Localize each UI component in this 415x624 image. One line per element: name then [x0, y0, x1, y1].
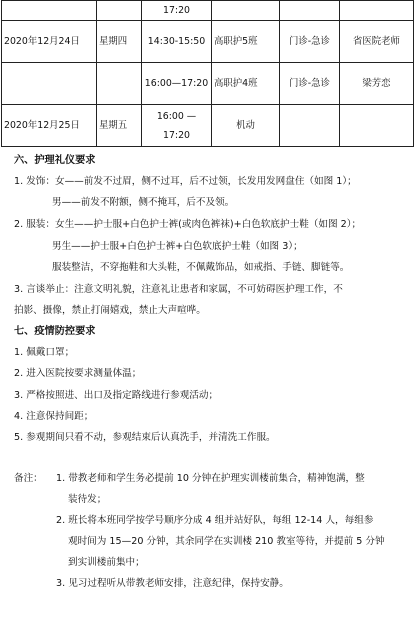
- teacher-cell: 省医院老师: [340, 21, 414, 63]
- date-cell: 2020年12月25日: [2, 105, 97, 147]
- teacher-cell: 梁芳恋: [340, 63, 414, 105]
- teacher-cell: [340, 1, 414, 21]
- table-row: [2, 1, 414, 21]
- weekday-cell: [97, 1, 142, 21]
- notes-label: 备注：: [14, 473, 43, 484]
- class-cell: 高职护4班: [212, 63, 280, 105]
- etiquette-item: 男——前发不附额，侧不掩耳，后不及领。: [52, 197, 235, 208]
- etiquette-item: 服装整洁，不穿拖鞋和大头鞋，不佩戴饰品，如戒指、手链、脚链等。: [52, 262, 350, 273]
- etiquette-item: 2. 服装：女生——护士服+白色护士裤(或肉色裤袜)+白色软底护士鞋（如图 2）；: [14, 219, 362, 230]
- section7-heading: 七、疫情防控要求: [14, 326, 96, 337]
- etiquette-item: 男生——护士服+白色护士裤+白色软底护士鞋（如图 3）；: [52, 241, 303, 252]
- class-cell: 机动: [212, 105, 280, 147]
- note-line: 1. 带教老师和学生务必提前 10 分钟在护理实训楼前集合，精神饱满，整: [56, 473, 365, 484]
- time-cell: 16:00 —17:20: [142, 105, 212, 147]
- time-cell: 14:30-15:50: [142, 21, 212, 63]
- time-cell: 17:20: [142, 1, 212, 21]
- date-cell: [2, 1, 97, 21]
- class-cell: [212, 1, 280, 21]
- place-cell: 门诊-急诊: [280, 63, 340, 105]
- place-cell: 门诊-急诊: [280, 21, 340, 63]
- epidemic-item: 1. 佩戴口罩；: [14, 347, 75, 358]
- note-line: 2. 班长将本班同学按学号顺序分成 4 组并站好队，每组 12-14 人，每组参: [56, 515, 374, 526]
- place-cell: [280, 105, 340, 147]
- table-row: [2, 21, 414, 63]
- weekday-cell: 星期四: [97, 21, 142, 63]
- note-line: 装待发；: [68, 494, 107, 505]
- etiquette-item: 3. 言谈举止：注意文明礼貌，注意礼让患者和家属，不可妨碍医护理工作，不: [14, 284, 343, 295]
- time-cell: 16:00—17:20: [142, 63, 212, 105]
- table-row: [2, 105, 414, 147]
- weekday-cell: [97, 63, 142, 105]
- epidemic-item: 3. 严格按照进、出口及指定路线进行参观活动；: [14, 390, 219, 401]
- teacher-cell: [340, 105, 414, 147]
- date-cell: 2020年12月24日: [2, 21, 97, 63]
- note-line: 观时间为 15—20 分钟，其余同学在实训楼 210 教室等待，并提前 5 分钟: [68, 536, 385, 547]
- epidemic-item: 4. 注意保持间距；: [14, 411, 94, 422]
- class-cell: 高职护5班: [212, 21, 280, 63]
- note-line: 到实训楼前集中；: [68, 557, 145, 568]
- weekday-cell: 星期五: [97, 105, 142, 147]
- table-row: [2, 63, 414, 105]
- date-cell: [2, 63, 97, 105]
- epidemic-item: 2. 进入医院按要求测量体温；: [14, 368, 142, 379]
- etiquette-item: 拍影、摄像，禁止打闹嬉戏，禁止大声喧哗。: [14, 305, 206, 316]
- note-line: 3. 见习过程听从带教老师安排，注意纪律，保持安静。: [56, 578, 289, 589]
- place-cell: [280, 1, 340, 21]
- etiquette-item: 1. 发饰：女——前发不过眉，侧不过耳，后不过领，长发用发网盘住（如图 1）；: [14, 176, 357, 187]
- section6-heading: 六、护理礼仪要求: [14, 155, 96, 166]
- epidemic-item: 5. 参观期间只看不动，参观结束后认真洗手，并清洗工作服。: [14, 432, 276, 443]
- schedule-table: [1, 0, 414, 147]
